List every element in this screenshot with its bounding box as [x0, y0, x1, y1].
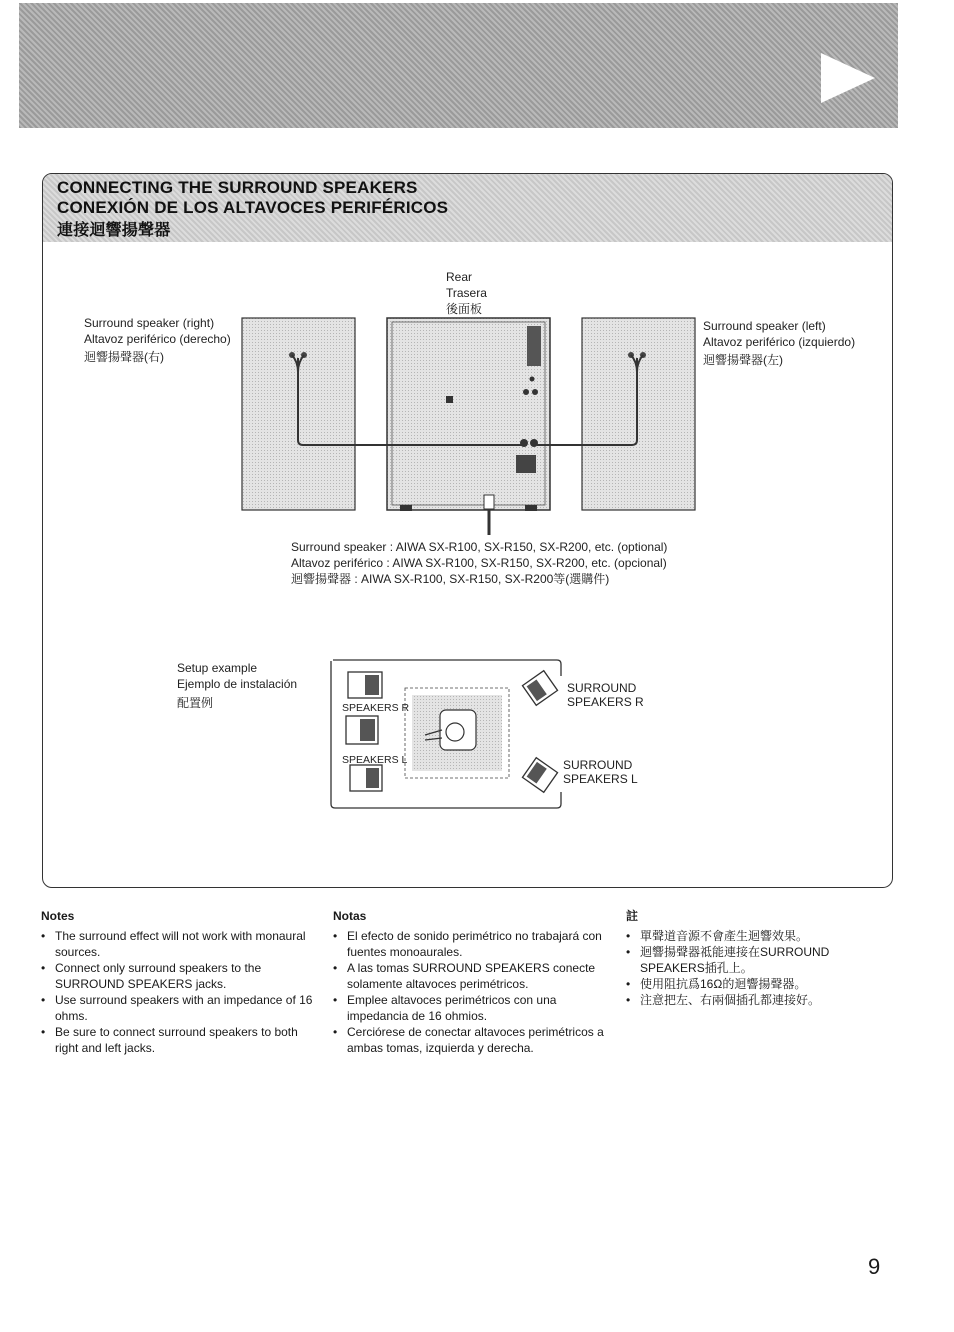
- speaker-left-label-es: Altavoz periférico (izquierdo): [703, 335, 856, 349]
- speaker-right-label-zh: 迴響揚聲器(右): [84, 350, 164, 364]
- speaker-right-label-en: Surround speaker (right): [84, 316, 215, 330]
- rear-label-zh: 後面板: [446, 302, 483, 316]
- note-en-item: • The surround effect will not work with monaural sources.: [41, 928, 313, 960]
- notes-spanish: [333, 908, 605, 1056]
- setup-example-drawing: [331, 660, 561, 808]
- speaker-left-label-zh: 迴響揚聲器(左): [703, 353, 783, 367]
- note-es-item: • El efecto de sonido perimétrico no trabajará con fuentes monoaurales.: [333, 928, 605, 960]
- rear-label-es: Trasera: [446, 286, 487, 300]
- note-en-item: • Connect only surround speakers to the SURROUND SPEAKERS jacks.: [41, 960, 313, 992]
- notes-chinese: [626, 908, 856, 1008]
- note-es-item: • Cerciórese de conectar altavoces perimétricos a ambas tomas, izquierda y derecha.: [333, 1024, 605, 1056]
- speaker-spec-en: Surround speaker : AIWA SX-R100, SX-R150, SX-R200, etc. (optional): [291, 540, 668, 554]
- note-zh-item: • 注意把左、右兩個插孔都連接好。: [626, 992, 856, 1008]
- note-es-item: • Emplee altavoces perimétricos con una impedancia de 16 ohmios.: [333, 992, 605, 1024]
- speaker-spec-es: Altavoz periférico : AIWA SX-R100, SX-R150, SX-R200, etc. (opcional): [291, 556, 667, 570]
- setup-label-zh: 配置例: [177, 696, 214, 710]
- speaker-right-label-es: Altavoz periférico (derecho): [84, 332, 231, 346]
- note-en-item: • Use surround speakers with an impedance of 16 ohms.: [41, 992, 313, 1024]
- jack-speakers-r: SPEAKERS R: [342, 702, 410, 714]
- note-es-item: • A las tomas SURROUND SPEAKERS conecte solamente altavoces perimétricos.: [333, 960, 605, 992]
- page-number: 9: [868, 1254, 881, 1279]
- heading-en: CONNECTING THE SURROUND SPEAKERS: [57, 178, 418, 197]
- note-en-item: • Be sure to connect surround speakers to both right and left jacks.: [41, 1024, 313, 1056]
- heading-zh: 連接迴響揚聲器: [57, 222, 171, 239]
- notes-zh-title: 註: [626, 909, 639, 923]
- jack-speakers-l: SPEAKERS L: [342, 754, 408, 766]
- notes-es-title: Notas: [333, 909, 367, 923]
- setup-label-es: Ejemplo de instalación: [177, 677, 298, 691]
- surround-l-label-1: SURROUND: [563, 758, 633, 772]
- rear-label-en: Rear: [446, 270, 473, 284]
- note-zh-item: • 使用阻抗爲16Ω的迴響揚聲器。: [626, 976, 856, 992]
- surround-r-label-2: SPEAKERS R: [567, 695, 644, 709]
- speaker-left-drawing: [582, 318, 695, 510]
- main-unit-rear: [387, 318, 550, 535]
- surround-l-label-2: SPEAKERS L: [563, 772, 638, 786]
- speaker-left-label-en: Surround speaker (left): [703, 319, 826, 333]
- notes-english: [41, 908, 313, 1056]
- note-zh-item: • 單聲道音源不會產生迴響效果。: [626, 928, 856, 944]
- note-zh-item: • 迴響揚聲器祗能連接在SURROUND SPEAKERS插孔上。: [626, 944, 856, 976]
- heading-es: CONEXIÓN DE LOS ALTAVOCES PERIFÉRICOS: [57, 198, 449, 217]
- surround-r-label-1: SURROUND: [567, 681, 637, 695]
- notes-en-title: Notes: [41, 909, 75, 923]
- speaker-spec-zh: 迴響揚聲器 : AIWA SX-R100, SX-R150, SX-R200等(選購件): [291, 572, 610, 586]
- setup-label-en: Setup example: [177, 661, 258, 675]
